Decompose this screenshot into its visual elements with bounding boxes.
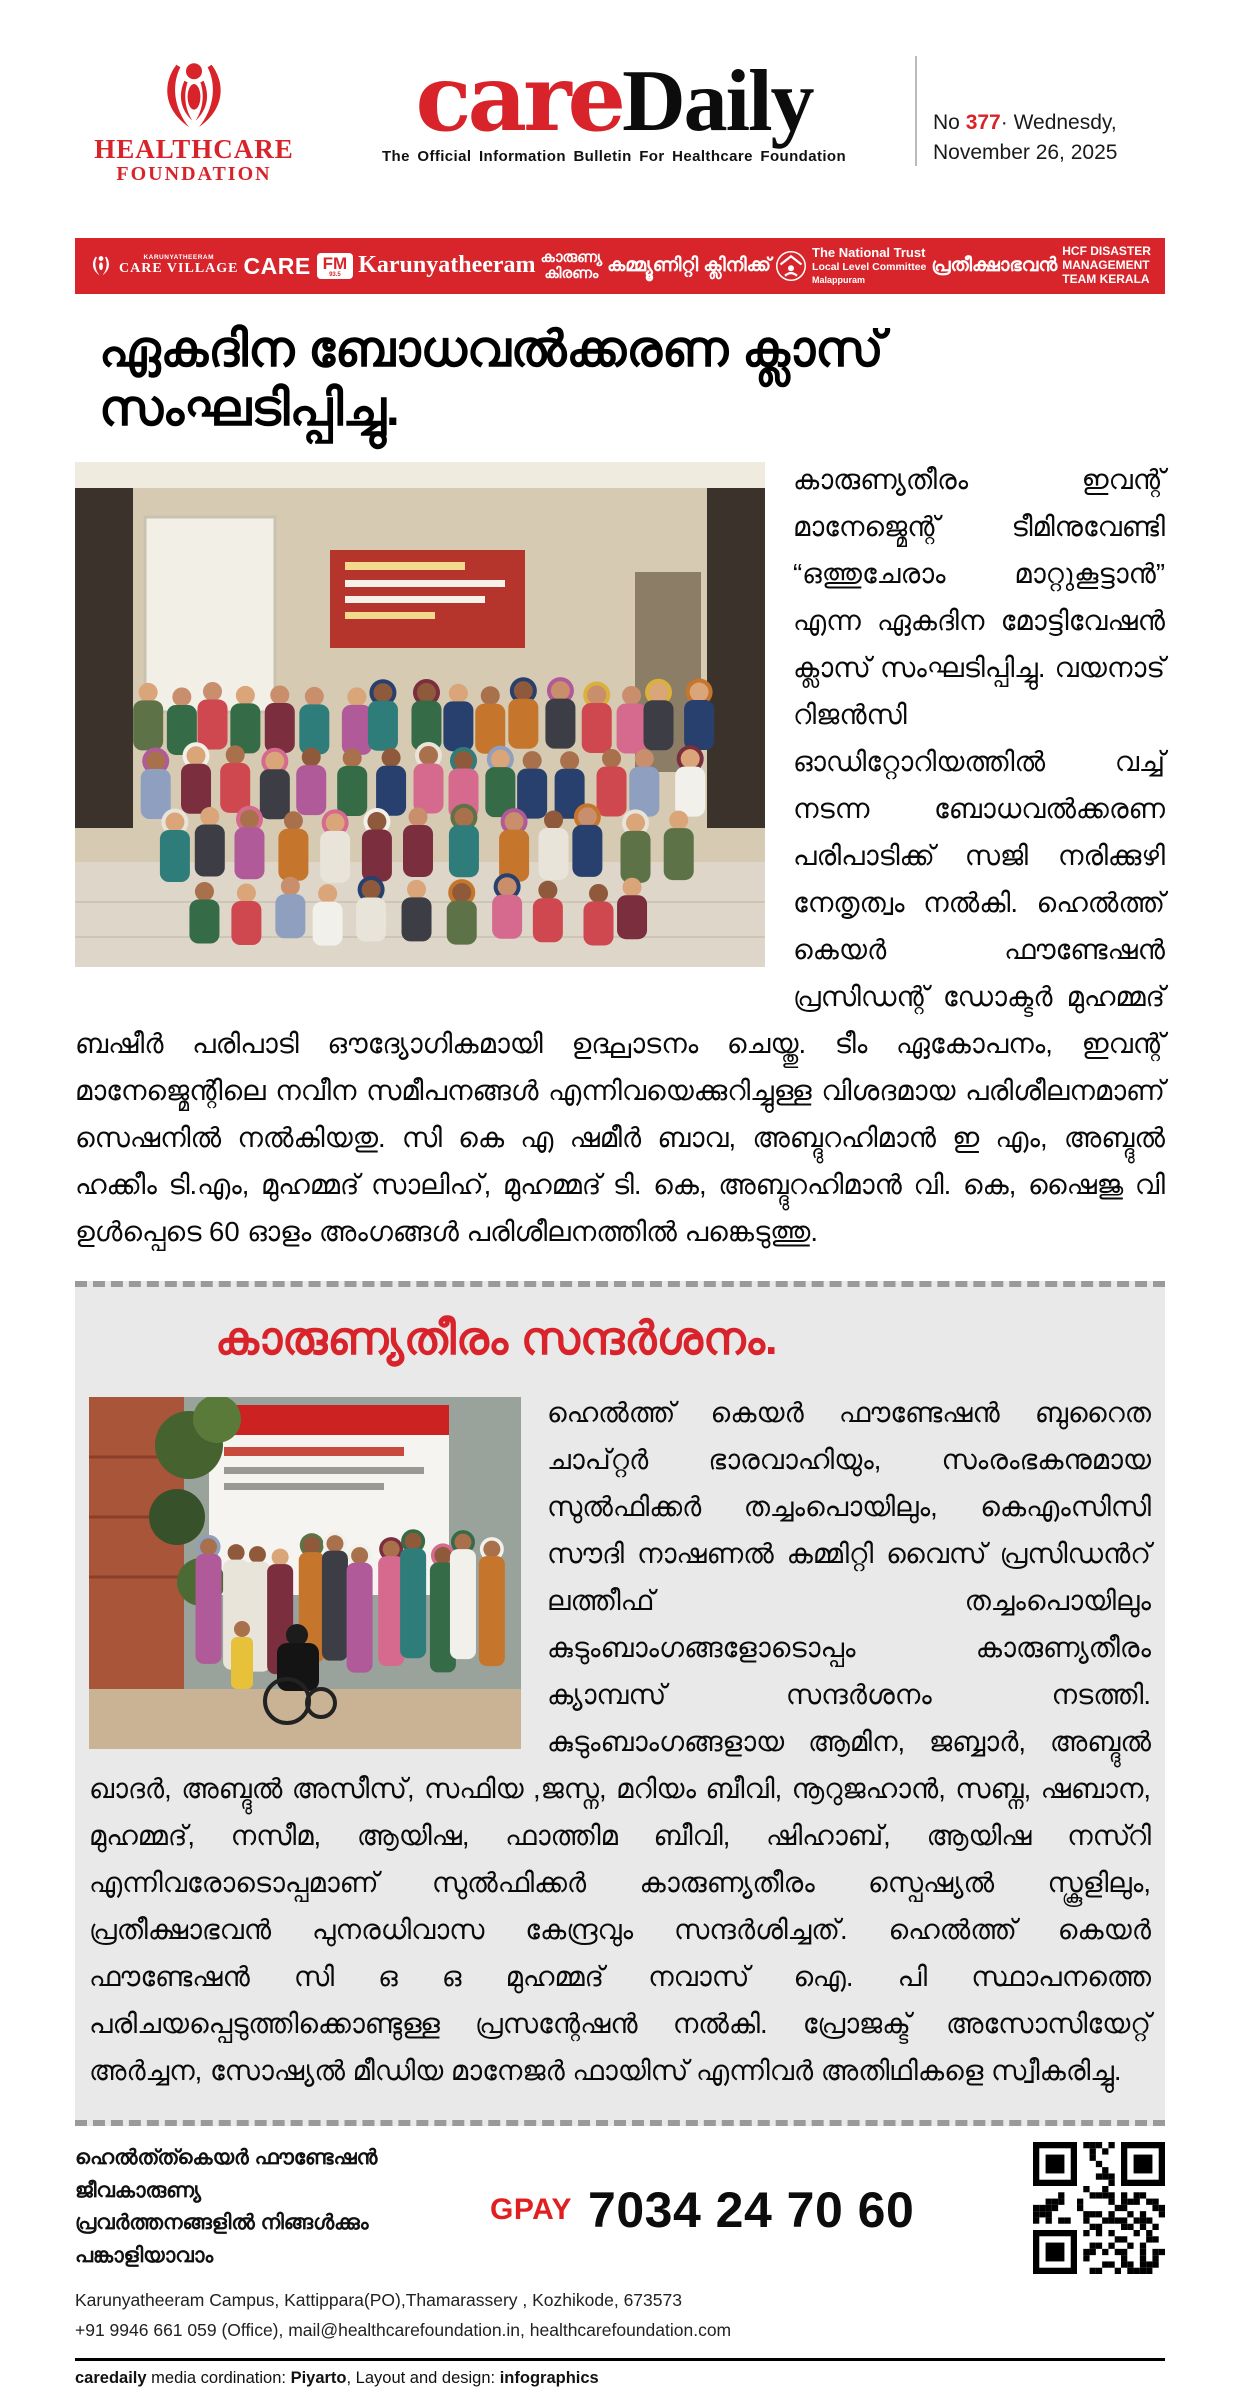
national-trust-line2: Local Level Committee [812,261,927,274]
address-line1: Karunyatheeram Campus, Kattippara(PO),Thamarassery , Kozhikode, 673573 [75,2290,682,2311]
masthead-title [313,44,915,165]
hcf-disaster-logo [1062,245,1151,286]
footer [75,2126,1165,2402]
care-fm-logo [244,253,354,279]
article1-photo [75,462,765,967]
healthcare-foundation-logo [75,52,313,186]
credit-line [75,2358,1165,2402]
national-trust-logo [776,246,926,285]
community-clinic-logo [607,256,771,276]
masthead [75,0,1165,238]
national-trust-line3: Malappuram [812,275,866,286]
logo-text-foundation: FOUNDATION [116,163,272,185]
issue-no-label: No [933,111,960,134]
national-trust-icon [776,251,806,281]
gpay-label: GPAY [490,2193,573,2227]
care-fm-fm-label: FM [322,254,348,273]
donate-line2: പ്രവർത്തനങ്ങളിൽ നിങ്ങൾക്കും പങ്കാളിയാവാം [75,2211,369,2267]
issue-info [915,56,1165,166]
article2-section [75,1281,1165,2126]
credit-brand: caredaily [75,2368,147,2387]
karunya-kiranam-line1: കാരുണ്യ [540,249,603,267]
issue-date: November 26, 2025 [933,141,1118,164]
issue-day: · Wednesdy, [1000,111,1117,134]
healthcare-foundation-emblem-icon [152,60,236,132]
gpay-block [490,2175,914,2239]
hcf-disaster-line1: HCF DISASTER [1062,244,1151,259]
care-fm-box [317,253,354,279]
care-village-top-label: KARUNYATHEERAM [143,254,215,262]
credit-mid1: media cordination: [146,2368,291,2387]
article1-headline [75,294,1165,442]
article2-headline: കാരുണ്യതീരം സന്ദർശനം. [215,1312,778,1364]
pratheeksha-bhavan-label: പ്രതീക്ഷാഭവൻ [931,255,1058,277]
care-village-logo [89,255,239,277]
pratheeksha-bhavan-logo [931,256,1057,276]
logo-text-healthcare: HEALTHCARE [94,134,294,164]
credit-name2: infographics [499,2368,599,2387]
karunyatheeram-logo [358,253,535,278]
partner-logo-bar [75,238,1165,294]
qr-code [1033,2142,1165,2274]
article1 [75,456,1165,1255]
issue-number: 377 [965,111,1001,134]
masthead-tagline: The Official Information Bulletin For Healthcare Foundation [381,148,847,165]
article2-photo [89,1397,521,1749]
community-clinic-label: കമ്മ്യൂണിറ്റി ക്ലിനിക്ക് [607,255,772,277]
credit-name1: Piyarto [290,2368,347,2387]
credit-mid2: , Layout and design: [346,2368,500,2387]
article1-body: കാരുണ്യതീരം ഇവന്റ് മാനേജ്മെന്റ് ടീമിനുവേണ്ടി “ഒത്തുചേരാം മാറ്റുകൂട്ടാൻ” എന്ന ഏകദിന മോട്ടിവേഷൻ ക്ലാസ് സംഘടിപ്പിച്ചു. വയനാട് റിജൻസി ഓഡിറ്റോറിയത്തിൽ വച്ച് നടന്ന ബോധവൽക്കരണ പരിപാടിക്ക് സജി നരിക്കുഴി നേതൃത്വം നൽകി. ഹെൽത്ത് കെയർ ഫൗണ്ടേഷൻ പ്രസിഡന്റ് ഡോക്ടർ മുഹമ്മദ് ബഷീർ പരിപാടി ഔദ്യോഗികമായി ഉദ്ഘാടനം ചെയ്തു. ടീം ഏകോപനം, ഇവന്റ് മാനേജ്മെന്റിലെ നവീന സമീപനങ്ങൾ എന്നിവയെക്കുറിച്ചുള്ള വിശദമായ പരിശീലനമാണ് സെഷനിൽ നൽകിയതു. സി കെ എ ഷമീർ ബാവ, അബ്ദുറഹിമാൻ ഇ എം, അബ്ദുൽ ഹക്കീം ടി.എം, മുഹമ്മദ് സാലിഹ്, മുഹമ്മദ് ടി. കെ, അബ്ദുറഹിമാൻ വി. കെ, ഷൈജു വി ഉൾപ്പെടെ 60 ഓളം അംഗങ്ങൾ പരിശീലനത്തിൽ പങ്കെടുത്തു. [75,464,1165,1247]
article2-body: ഹെൽത്ത് കെയർ ഫൗണ്ടേഷൻ ബുറൈത ചാപ്റ്റർ ഭാരവാഹിയും, സംരംഭകനുമായ സുൽഫിക്കർ തച്ചംപൊയിലും, കെഎംസിസി സൗദി നാഷണൽ കമ്മിറ്റി വൈസ് പ്രസിഡൻറ് ലത്തീഫ് തച്ചംപൊയിലും കുടുംബാംഗങ്ങളോടൊപ്പം കാരുണ്യതീരം ക്യാമ്പസ് സന്ദർശനം നടത്തി. കുടുംബാംഗങ്ങളായ ആമിന, ജബ്ബാർ, അബ്ദുൽ ഖാദർ, അബ്ദുൽ അസീസ്, സഫിയ ,ജസ്ന, മറിയം ബീവി, നൂറുജഹാൻ, സബ്ന, ഷബാന, മുഹമ്മദ്, നസീമ, ആയിഷ, ഫാത്തിമ ബീവി, ഷിഹാബ്, ആയിഷ നസ്റി എന്നിവരോടൊപ്പമാണ് സുൽഫിക്കർ കാരുണ്യതീരം സ്പെഷ്യൽ സ്കൂളിലും, പ്രതീക്ഷാഭവൻ പുനരധിവാസ കേന്ദ്രവും സന്ദർശിച്ചത്. ഹെൽത്ത് കെയർ ഫൗണ്ടേഷൻ സി ഒ ഒ മുഹമ്മദ് നവാസ് ഐ. പി സ്ഥാപനത്തെ പരിചയപ്പെടുത്തിക്കൊണ്ടുള്ള പ്രസന്റേഷൻ നൽകി. പ്രോജക്ട് അസോസിയേറ്റ് അർച്ചന, സോഷ്യൽ മീഡിയ മാനേജർ ഫായിസ് എന്നിവർ അതിഥികളെ സ്വീകരിച്ചു. [89,1397,1151,2086]
address-line2: +91 9946 661 059 (Office), mail@healthcarefoundation.in, healthcarefoundation.com [75,2319,732,2340]
hcf-disaster-line2: MANAGEMENT [1062,258,1150,273]
article1-headline-line1: ഏകദിന ബോധവൽക്കരണ ക്ലാസ് [99,321,884,377]
karunyatheeram-label: Karunyatheeram [358,252,536,279]
care-village-label: CARE VILLAGE [119,261,239,277]
gpay-number: 7034 24 70 60 [588,2182,915,2239]
karunya-kiranam-logo [541,250,603,282]
national-trust-line1: The National Trust [812,245,926,261]
donate-appeal [75,2142,490,2272]
care-fm-care-label: CARE [243,252,311,279]
care-fm-frequency: 93.5 [329,272,341,278]
article1-headline-line2: സംഘടിപ്പിച്ചു. [99,380,400,436]
care-village-emblem-icon [89,255,113,277]
hcf-disaster-line3: TEAM KERALA [1062,271,1150,286]
karunya-kiranam-line2: കിരണം [544,265,599,282]
title-care: care [415,44,623,152]
donate-line1: ഹെൽത്ത്കെയർ ഫൗണ്ടേഷൻ ജീവകാരുണ്യ [75,2146,378,2202]
title-daily: Daily [622,53,813,150]
address-block [75,2286,1021,2346]
